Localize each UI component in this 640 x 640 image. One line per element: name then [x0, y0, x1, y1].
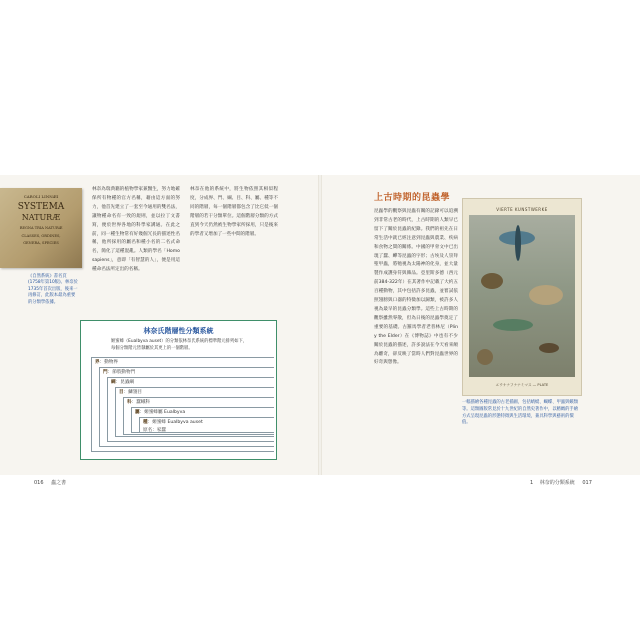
rank-label: 目 — [119, 390, 124, 395]
rank-name: 姬蜜蜂屬 Eualbyva — [144, 410, 186, 415]
rank-label: 科 — [127, 400, 132, 405]
rank-name: 鱗翅目 — [128, 390, 143, 395]
rank-label: 門 — [103, 370, 108, 375]
book-image-caption: 《自然系統》書名頁 (1758年第10版)。林奈於1735年首次出版，後來一再修訂，此版本最為重要的分類學依據。 — [28, 274, 78, 305]
moth-icon — [529, 285, 563, 305]
rank-box-family: 科：蠶蛾科 — [123, 397, 274, 435]
book-line-5: CLASSES, ORDINES, — [21, 234, 61, 238]
rank-name: 蠶蛾科 — [136, 400, 151, 405]
book-title-1: SYSTEMA — [17, 202, 65, 212]
rank-name: 節肢動物門 — [112, 370, 136, 375]
right-body-text: 昆蟲學的觀察與昆蟲有關的記錄可以追溯到非常古老的時代，上古時期的人類早已留下了關於昆蟲的紀錄。我們的祖先在日常生活中就已經注意到昆蟲與農業、疾病和食物之間的關係。中國的甲骨文中已出現了蠶、蟬等昆蟲的字形；古埃及人崇拜聖甲蟲，將牠視為太陽神的化身，並大量製作成護身符與飾品。亞里斯多德（西元前384-322年）在其著作中記載了大約五百種動物，其中包括許多昆蟲，並嘗試依照翅膀與口器的特徵加以歸類，被許多人視為最早的昆蟲分類學。這些上古時期的觀察雖然零散，但為日後的昆蟲學奠定了重要的基礎。古羅馬學者老普林尼（Pliny the Elder）在《博物誌》中也有不少關於昆蟲的描述，許多說法在今天看來頗為離奇，卻反映了當時人們對昆蟲世界的好奇與想像。 — [374, 209, 458, 366]
book-subtitle: REGNA TRIA NATURÆ — [19, 226, 63, 230]
rank-name: 昆蟲綱 — [120, 380, 135, 385]
rank-label: 界 — [95, 360, 100, 365]
taxonomy-figure — [80, 320, 277, 460]
rank-box-order: 目：鱗翅目 — [115, 387, 274, 437]
book-author: CAROLI LINNÆI — [23, 194, 59, 199]
insect-plate-illustration — [462, 198, 582, 396]
left-body-column-1: 林奈為瑞典籍的植物學家兼醫生，努力地確保所有物種的官方名稱，藉由這方面的努力，他首先建立了一套至今通用的雙名法，讓物種命名有一致的規則，並以拉丁文書寫，便於世界各地的科學家溝通。在此之前，同一種生物常有好幾個冗長的描述性名稱，他所採用的屬名和種小名的二名式命名，簡化了這種混亂。人類的學名「Homo sapiens」，意即「有智慧的人」，便是用這種命名法所定出的名稱。 — [92, 187, 180, 273]
beetle-icon — [481, 273, 503, 289]
left-body-column-2: 林奈在他的系統中，將生物依照其相似程度，分成界、門、綱、目、科、屬、種等不同的階層，每一個階層都包含了比它低一個階層的若干分類單位。這個階層分類的方式直到今天仍然被生物學家所採用，只是後來的學者又增加了一些中間的階層。 — [190, 187, 278, 237]
rank-box-phylum: 門：節肢動物門 — [99, 367, 274, 447]
rank-name: 動物界 — [104, 360, 119, 365]
folio-left — [34, 479, 66, 486]
beetle-icon — [539, 343, 559, 353]
rank-box-class: 綱：昆蟲綱 — [107, 377, 274, 442]
plate-footer: エウケナフナナミマス — PLATE — [495, 383, 549, 387]
book-title-2: NATURÆ — [21, 213, 61, 222]
rank-name: 姬蜜蜂 Eualbyva auset — [152, 420, 203, 425]
folio-right — [530, 479, 592, 486]
rank-common-name: 原名：家蠶 — [143, 428, 166, 433]
plate-artwork — [469, 215, 575, 377]
taxonomy-title: 林奈氏階層性分類系統 — [143, 327, 214, 335]
damselfly-icon — [493, 319, 533, 331]
page-number-right: 017 — [582, 480, 592, 486]
rank-label: 屬 — [135, 410, 140, 415]
running-title-left: 蟲之書 — [51, 480, 67, 486]
running-title-right: 1 林奈的分類系統 — [530, 480, 575, 486]
section-heading: 上古時期的昆蟲學 — [374, 193, 451, 203]
rank-box-species: 種：姬蜜蜂 Eualbyva auset — [139, 417, 274, 433]
rank-box-genus: 屬：姬蜜蜂屬 Eualbyva — [131, 407, 274, 433]
rank-label: 綱 — [111, 380, 116, 385]
rank-label: 種 — [143, 420, 148, 425]
systema-naturae-book-image — [0, 188, 82, 268]
taxonomy-description: 姬蜜蜂（Eualbyva auset）的分類依林奈氏系統的標準階元排列如下，每個分類階元皆隸屬於其更上的一個階層。 — [111, 339, 248, 351]
book-line-6: GENERA, SPECIES — [23, 241, 59, 245]
page-number-left: 016 — [34, 480, 44, 486]
book-gutter — [318, 175, 322, 475]
rank-box-kingdom: 界：動物界 — [91, 357, 274, 452]
dragonfly-body-icon — [515, 225, 521, 261]
insect-icon — [477, 349, 493, 365]
plate-title: VIERTE KUNSTWERKE — [496, 207, 548, 212]
plate-caption: 一幅描繪各種昆蟲的古老插圖，包括蜻蜓、蝴蝶、甲蟲與蛾類等。這類圖版常見於十九世紀的自然史著作中，以精緻的手繪方式呈現昆蟲的形態特徵與生活環境，兼具科學與藝術的價值。 — [462, 400, 579, 426]
